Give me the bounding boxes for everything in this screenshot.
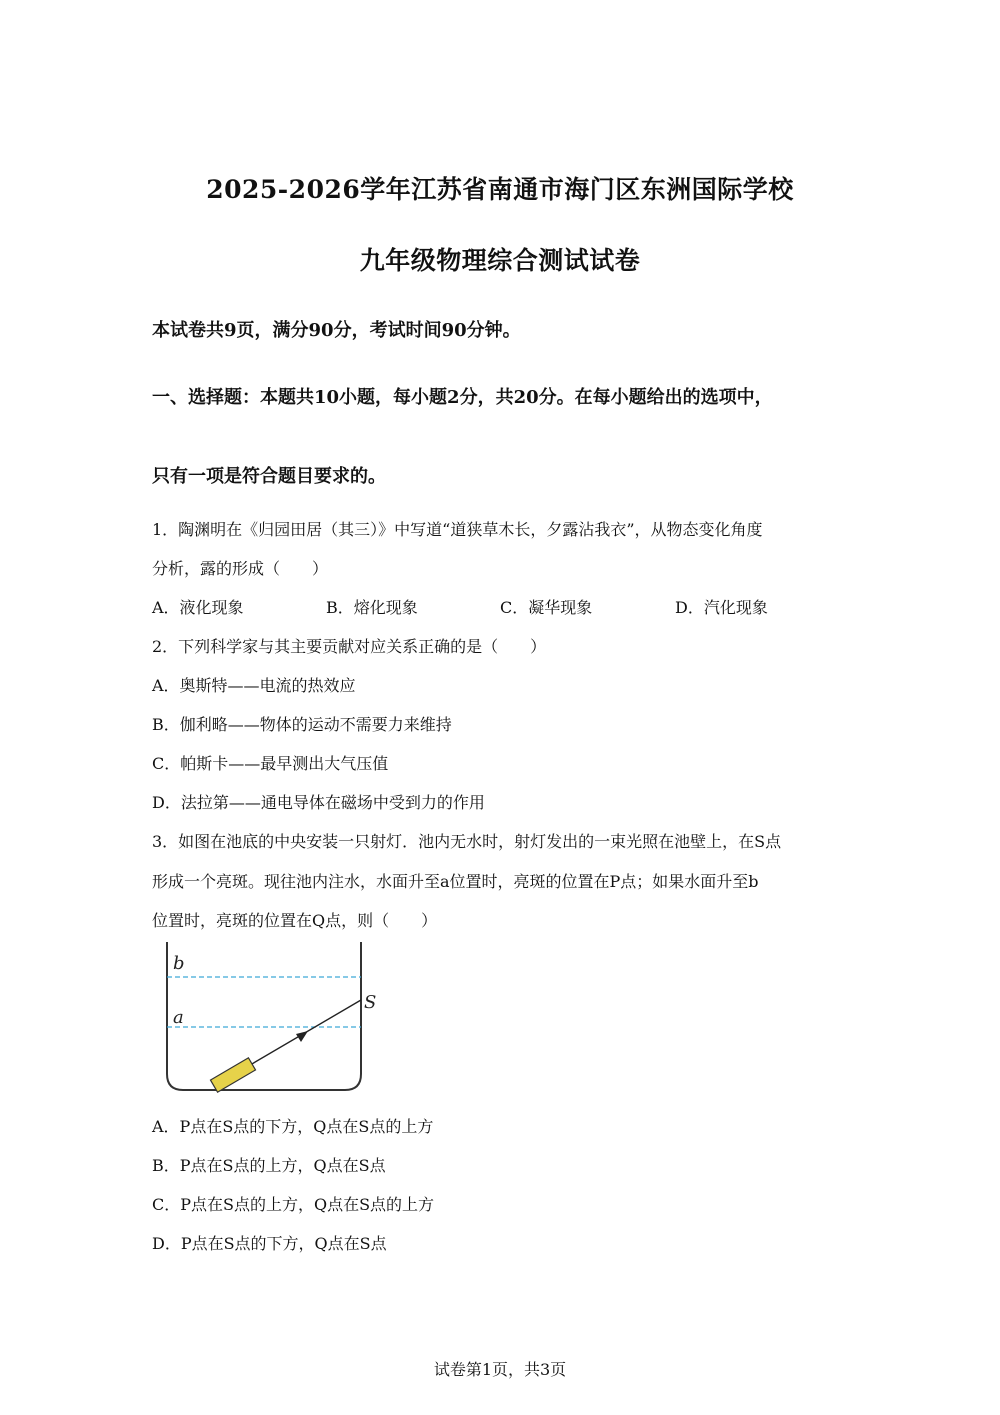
question1-stem-line2: 分析，露的形成（ ）	[152, 559, 329, 578]
question1-stem-line1: 1．陶渊明在《归园田居（其三）》中写道“道狭草木长，夕露沾我衣”，从物态变化角度	[152, 520, 763, 539]
question3-stem-line3: 位置时，亮斑的位置在Q点，则（ ）	[152, 911, 438, 930]
ray-arrow-icon	[296, 1031, 308, 1042]
question2-stem: 2．下列科学家与其主要贡献对应关系正确的是（ ）	[152, 637, 547, 656]
section1-heading-line1: 一、选择题：本题共10小题，每小题2分，共20分。在每小题给出的选项中，	[152, 387, 773, 408]
page-footer: 试卷第1页，共3页	[433, 1360, 567, 1379]
paper-title-line1: 2025-2026学年江苏省南通市海门区东洲国际学校	[206, 175, 794, 204]
question3-option-d: D．P点在S点的下方，Q点在S点	[152, 1234, 387, 1253]
spotlight-lamp	[210, 1058, 255, 1092]
question3-option-b: B．P点在S点的上方，Q点在S点	[152, 1156, 386, 1175]
question3-option-a: A．P点在S点的下方，Q点在S点的上方	[152, 1117, 434, 1136]
question2-option-a: A．奥斯特——电流的热效应	[152, 676, 356, 695]
question3-option-c: C．P点在S点的上方，Q点在S点的上方	[152, 1195, 435, 1214]
paper-title-line2: 九年级物理综合测试试卷	[359, 246, 641, 275]
pool-lamp-diagram	[150, 938, 390, 1098]
question2-option-b: B．伽利略——物体的运动不需要力来维持	[152, 715, 452, 734]
section1-heading-line2: 只有一项是符合题目要求的。	[152, 466, 386, 487]
label-a: a	[173, 1007, 184, 1028]
question3-stem-line1: 3．如图在池底的中央安装一只射灯．池内无水时，射灯发出的一束光照在池壁上，在S点	[152, 832, 782, 851]
question1-option-a: A．液化现象	[152, 598, 244, 617]
label-b: b	[173, 953, 185, 974]
pool-wall	[167, 942, 361, 1090]
label-s: S	[364, 992, 377, 1013]
question1-option-d: D．汽化现象	[675, 598, 768, 617]
question2-option-d: D．法拉第——通电导体在磁场中受到力的作用	[152, 793, 485, 812]
question1-option-b: B．熔化现象	[326, 598, 418, 617]
question2-option-c: C．帕斯卡——最早测出大气压值	[152, 754, 389, 773]
question3-stem-line2: 形成一个亮斑。现往池内注水，水面升至a位置时，亮斑的位置在P点；如果水面升至b	[152, 872, 759, 891]
exam-info: 本试卷共9页，满分90分，考试时间90分钟。	[152, 320, 521, 341]
question1-option-c: C．凝华现象	[500, 598, 593, 617]
